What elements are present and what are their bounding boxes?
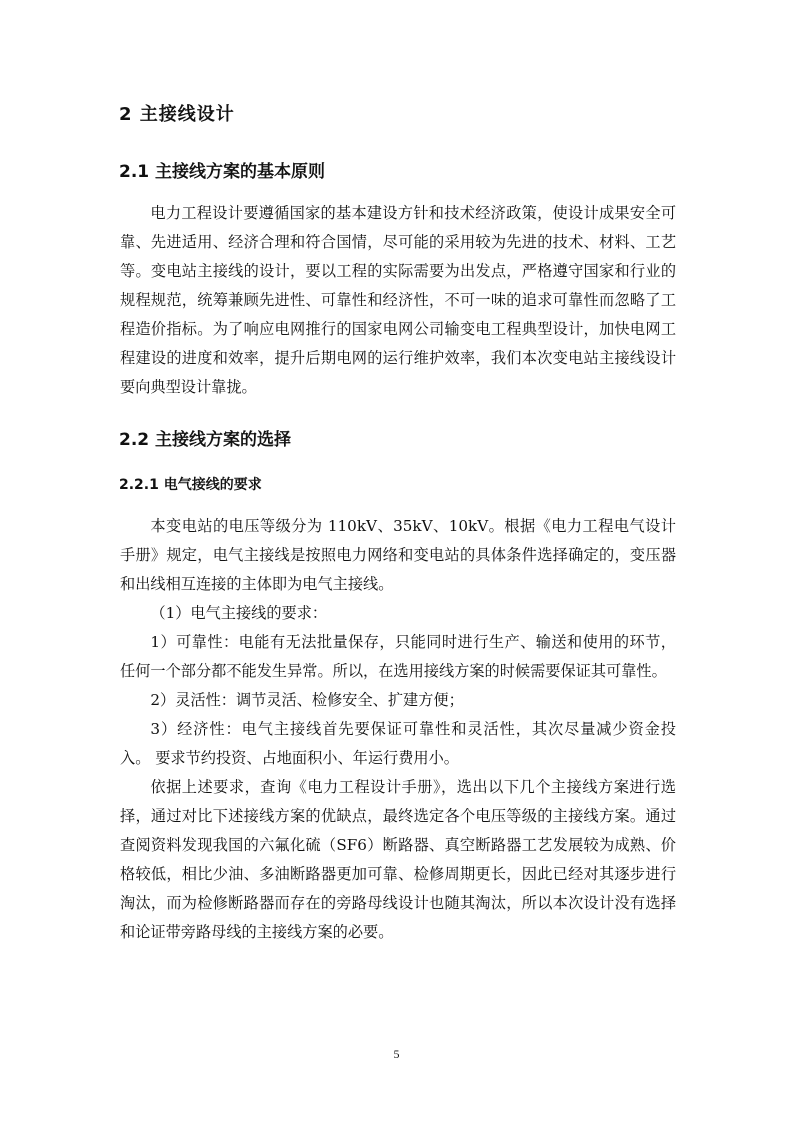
requirement-reliability: 1）可靠性：电能有无法批量保存，只能同时进行生产、输送和使用的环节，任何一个部分都不能发生异常。所以，在选用接线方案的时候需要保证其可靠性。 — [120, 633, 676, 680]
conclusion-paragraph: 依据上述要求，查询《电力工程设计手册》，选出以下几个主接线方案进行选择，通过对比下述接线方案的优缺点，最终选定各个电压等级的主接线方案。通过查阅资料发现我国的六氟化硫（SF6）断路器、真空断路器工艺发展较为成熟、价格较低，相比少油、多油断路器更加可靠、检修周期更长，因此已经对其逐步进行淘汰，而为检修断路器而存在的旁路母线设计也随其淘汰，所以本次设计没有选择和论证带旁路母线的主接线方案的必要。 — [120, 778, 676, 941]
page-number: 5 — [393, 1047, 400, 1061]
requirement-economy: 3）经济性：电气主接线首先要保证可靠性和灵活性，其次尽量减少资金投入。 要求节约投资、占地面积小、年运行费用小。 — [120, 720, 676, 767]
requirement-flexibility: 2）灵活性：调节灵活、检修安全、扩建方便； — [150, 691, 464, 709]
section-2-1-paragraph: 电力工程设计要遵循国家的基本建设方针和技术经济政策，使设计成果安全可靠、先进适用、经济合理和符合国情，尽可能的采用较为先进的技术、材料、工艺等。变电站主接线的设计，要以工程的实际需要为出发点，严格遵守国家和行业的规程规范，统筹兼顾先进性、可靠性和经济性，不可一味的追求可靠性而忽略了工程造价指标。为了响应电网推行的国家电网公司输变电工程典型设计，加快电网工程建设的进度和效率，提升后期电网的运行维护效率，我们本次变电站主接线设计要向典型设计靠拢。 — [120, 204, 676, 396]
section-2-2-title: 2.2 主接线方案的选择 — [119, 430, 292, 450]
chapter-title: 2 主接线设计 — [119, 104, 235, 125]
subsection-2-2-1-title: 2.2.1 电气接线的要求 — [119, 477, 262, 493]
intro-paragraph: 本变电站的电压等级分为 110kV、35kV、10kV。根据《电力工程电气设计手册》规定，电气主接线是按照电力网络和变电站的具体条件选择确定的，变压器和出线相互连接的主体即为电气主接线。 — [120, 517, 676, 593]
requirements-heading: （1）电气主接线的要求： — [150, 604, 328, 622]
section-2-1-title: 2.1 主接线方案的基本原则 — [119, 162, 326, 182]
